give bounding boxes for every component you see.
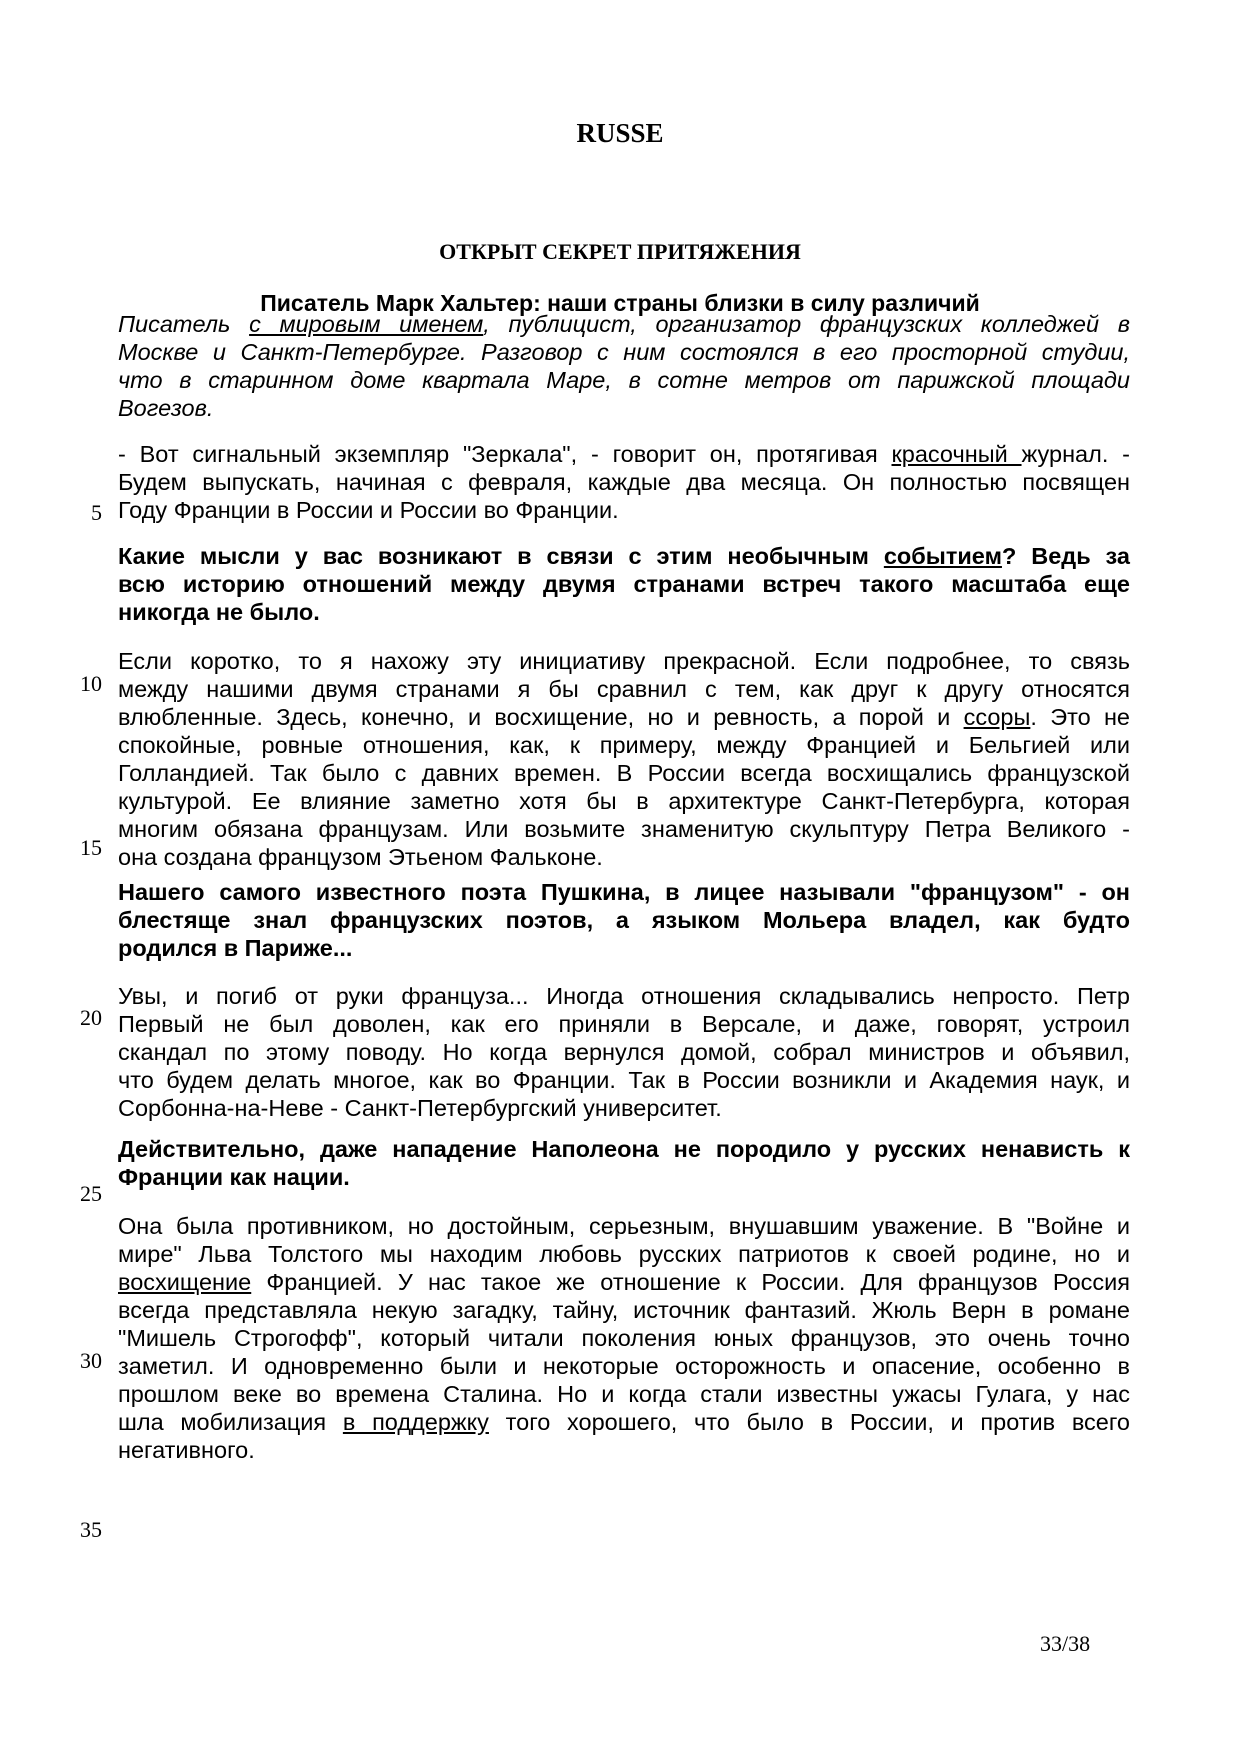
page-number: 33/38 <box>1040 1631 1091 1656</box>
line-number: 5 <box>91 500 102 525</box>
text-line: Действительно, даже нападение Наполеона не породило у русских ненависть к <box>118 1136 1130 1162</box>
intro-paragraph <box>118 310 1130 422</box>
line-number: 30 <box>80 1348 102 1373</box>
text-line: Увы, и погиб от руки француза... Иногда отношения складывались непросто. Петр <box>118 983 1130 1009</box>
text-line: Нашего самого известного поэта Пушкина, в лицее называли "французом" - он <box>118 879 1130 905</box>
article-title: ОТКРЫТ СЕКРЕТ ПРИТЯЖЕНИЯ <box>439 239 801 264</box>
underlined-phrase: восхищение <box>118 1269 252 1295</box>
text-line: многим обязана французам. Или возьмите знаменитую скульптуру Петра Великого - <box>118 816 1130 842</box>
text-line: Москве и Санкт-Петербурге. Разговор с ним состоялся в его просторной студии, <box>118 339 1130 365</box>
underlined-phrase: с мировым именем <box>249 311 484 337</box>
line-number: 15 <box>80 835 102 860</box>
text-line: она создана французом Этьеном Фальконе. <box>118 844 603 870</box>
text-line: Какие мысли у вас возникают в связи с этим необычным событием? Ведь за <box>118 543 1130 569</box>
underlined-phrase: красочный <box>891 441 1022 467</box>
article-subtitle: Писатель Марк Хальтер: наши страны близки в силу различий <box>260 290 980 316</box>
line-number: 25 <box>80 1181 102 1206</box>
text-line: Голландией. Так было с давних времен. В России всегда восхищались французской <box>118 760 1130 786</box>
text-line: Сорбонна-на-Неве - Санкт-Петербургский университет. <box>118 1095 722 1121</box>
text-line: заметил. И одновременно были и некоторые осторожность и опасение, особенно в <box>118 1353 1130 1379</box>
text-line: прошлом веке во времена Сталина. Но и когда стали известны ужасы Гулага, у нас <box>118 1381 1130 1407</box>
paragraph <box>118 440 1130 524</box>
text-line: шла мобилизация в поддержку того хорошего, что было в России, и против всего <box>118 1409 1130 1435</box>
interview-question <box>118 878 1130 962</box>
text-line: "Мишель Строгофф", который читали поколения юных французов, это очень точно <box>118 1325 1130 1351</box>
interview-answer <box>118 647 1130 871</box>
underlined-phrase: в поддержку <box>342 1409 489 1435</box>
text-line: родился в Париже... <box>118 935 353 961</box>
line-number: 35 <box>80 1517 102 1542</box>
text-line: Первый не был доволен, как его приняли в Версале, и даже, говорят, устроил <box>118 1011 1130 1037</box>
text-line: скандал по этому поводу. Но когда вернулся домой, собрал министров и объявил, <box>118 1039 1130 1065</box>
text-line: никогда не было. <box>118 599 320 625</box>
underlined-phrase: ссоры <box>963 704 1031 730</box>
text-line: Если коротко, то я нахожу эту инициативу прекрасной. Если подробнее, то связь <box>118 648 1130 674</box>
text-line: Вогезов. <box>118 395 214 421</box>
line-number: 10 <box>80 671 102 696</box>
text-line: между нашими двумя странами я бы сравнил с тем, как друг к другу относятся <box>118 676 1130 702</box>
text-line: Франции как нации. <box>118 1164 350 1190</box>
text-line: что в старинном доме квартала Маре, в сотне метров от парижской площади <box>118 367 1130 393</box>
text-line: культурой. Ее влияние заметно хотя бы в архитектуре Санкт-Петербурга, которая <box>118 788 1130 814</box>
text-line: негативного. <box>118 1437 255 1463</box>
text-line: Писатель с мировым именем, публицист, организатор французских колледжей в <box>118 311 1130 337</box>
interview-question <box>118 1135 1130 1191</box>
text-line: спокойные, ровные отношения, как, к примеру, между Францией и Бельгией или <box>118 732 1130 758</box>
text-line: Будем выпускать, начиная с февраля, каждые два месяца. Он полностью посвящен <box>118 469 1130 495</box>
text-line: блестяще знал французских поэтов, а языком Мольера владел, как будто <box>118 907 1130 933</box>
text-line: - Вот сигнальный экземпляр "Зеркала", - говорит он, протягивая красочный журнал. - <box>118 441 1130 467</box>
interview-question <box>118 542 1130 626</box>
underlined-phrase: событием <box>883 543 1002 569</box>
text-line: всегда представляла некую загадку, тайну, источник фантазий. Жюль Верн в романе <box>118 1297 1130 1323</box>
document-header: RUSSE <box>576 118 664 148</box>
interview-answer <box>118 982 1130 1122</box>
text-line: влюбленные. Здесь, конечно, и восхищение, но и ревность, а порой и ссоры. Это не <box>118 704 1130 730</box>
line-number: 20 <box>80 1005 102 1030</box>
interview-answer <box>118 1212 1130 1464</box>
text-line: что будем делать многое, как во Франции. Так в России возникли и Академия наук, и <box>118 1067 1130 1093</box>
text-line: Году Франции в России и России во Франции. <box>118 497 619 523</box>
text-line: всю историю отношений между двумя странами встреч такого масштаба еще <box>118 571 1130 597</box>
text-line: Она была противником, но достойным, серьезным, внушавшим уважение. В "Войне и <box>118 1213 1130 1239</box>
text-line: мире" Льва Толстого мы находим любовь русских патриотов к своей родине, но и <box>118 1241 1130 1267</box>
text-line: восхищение Францией. У нас такое же отношение к России. Для французов Россия <box>118 1269 1130 1295</box>
